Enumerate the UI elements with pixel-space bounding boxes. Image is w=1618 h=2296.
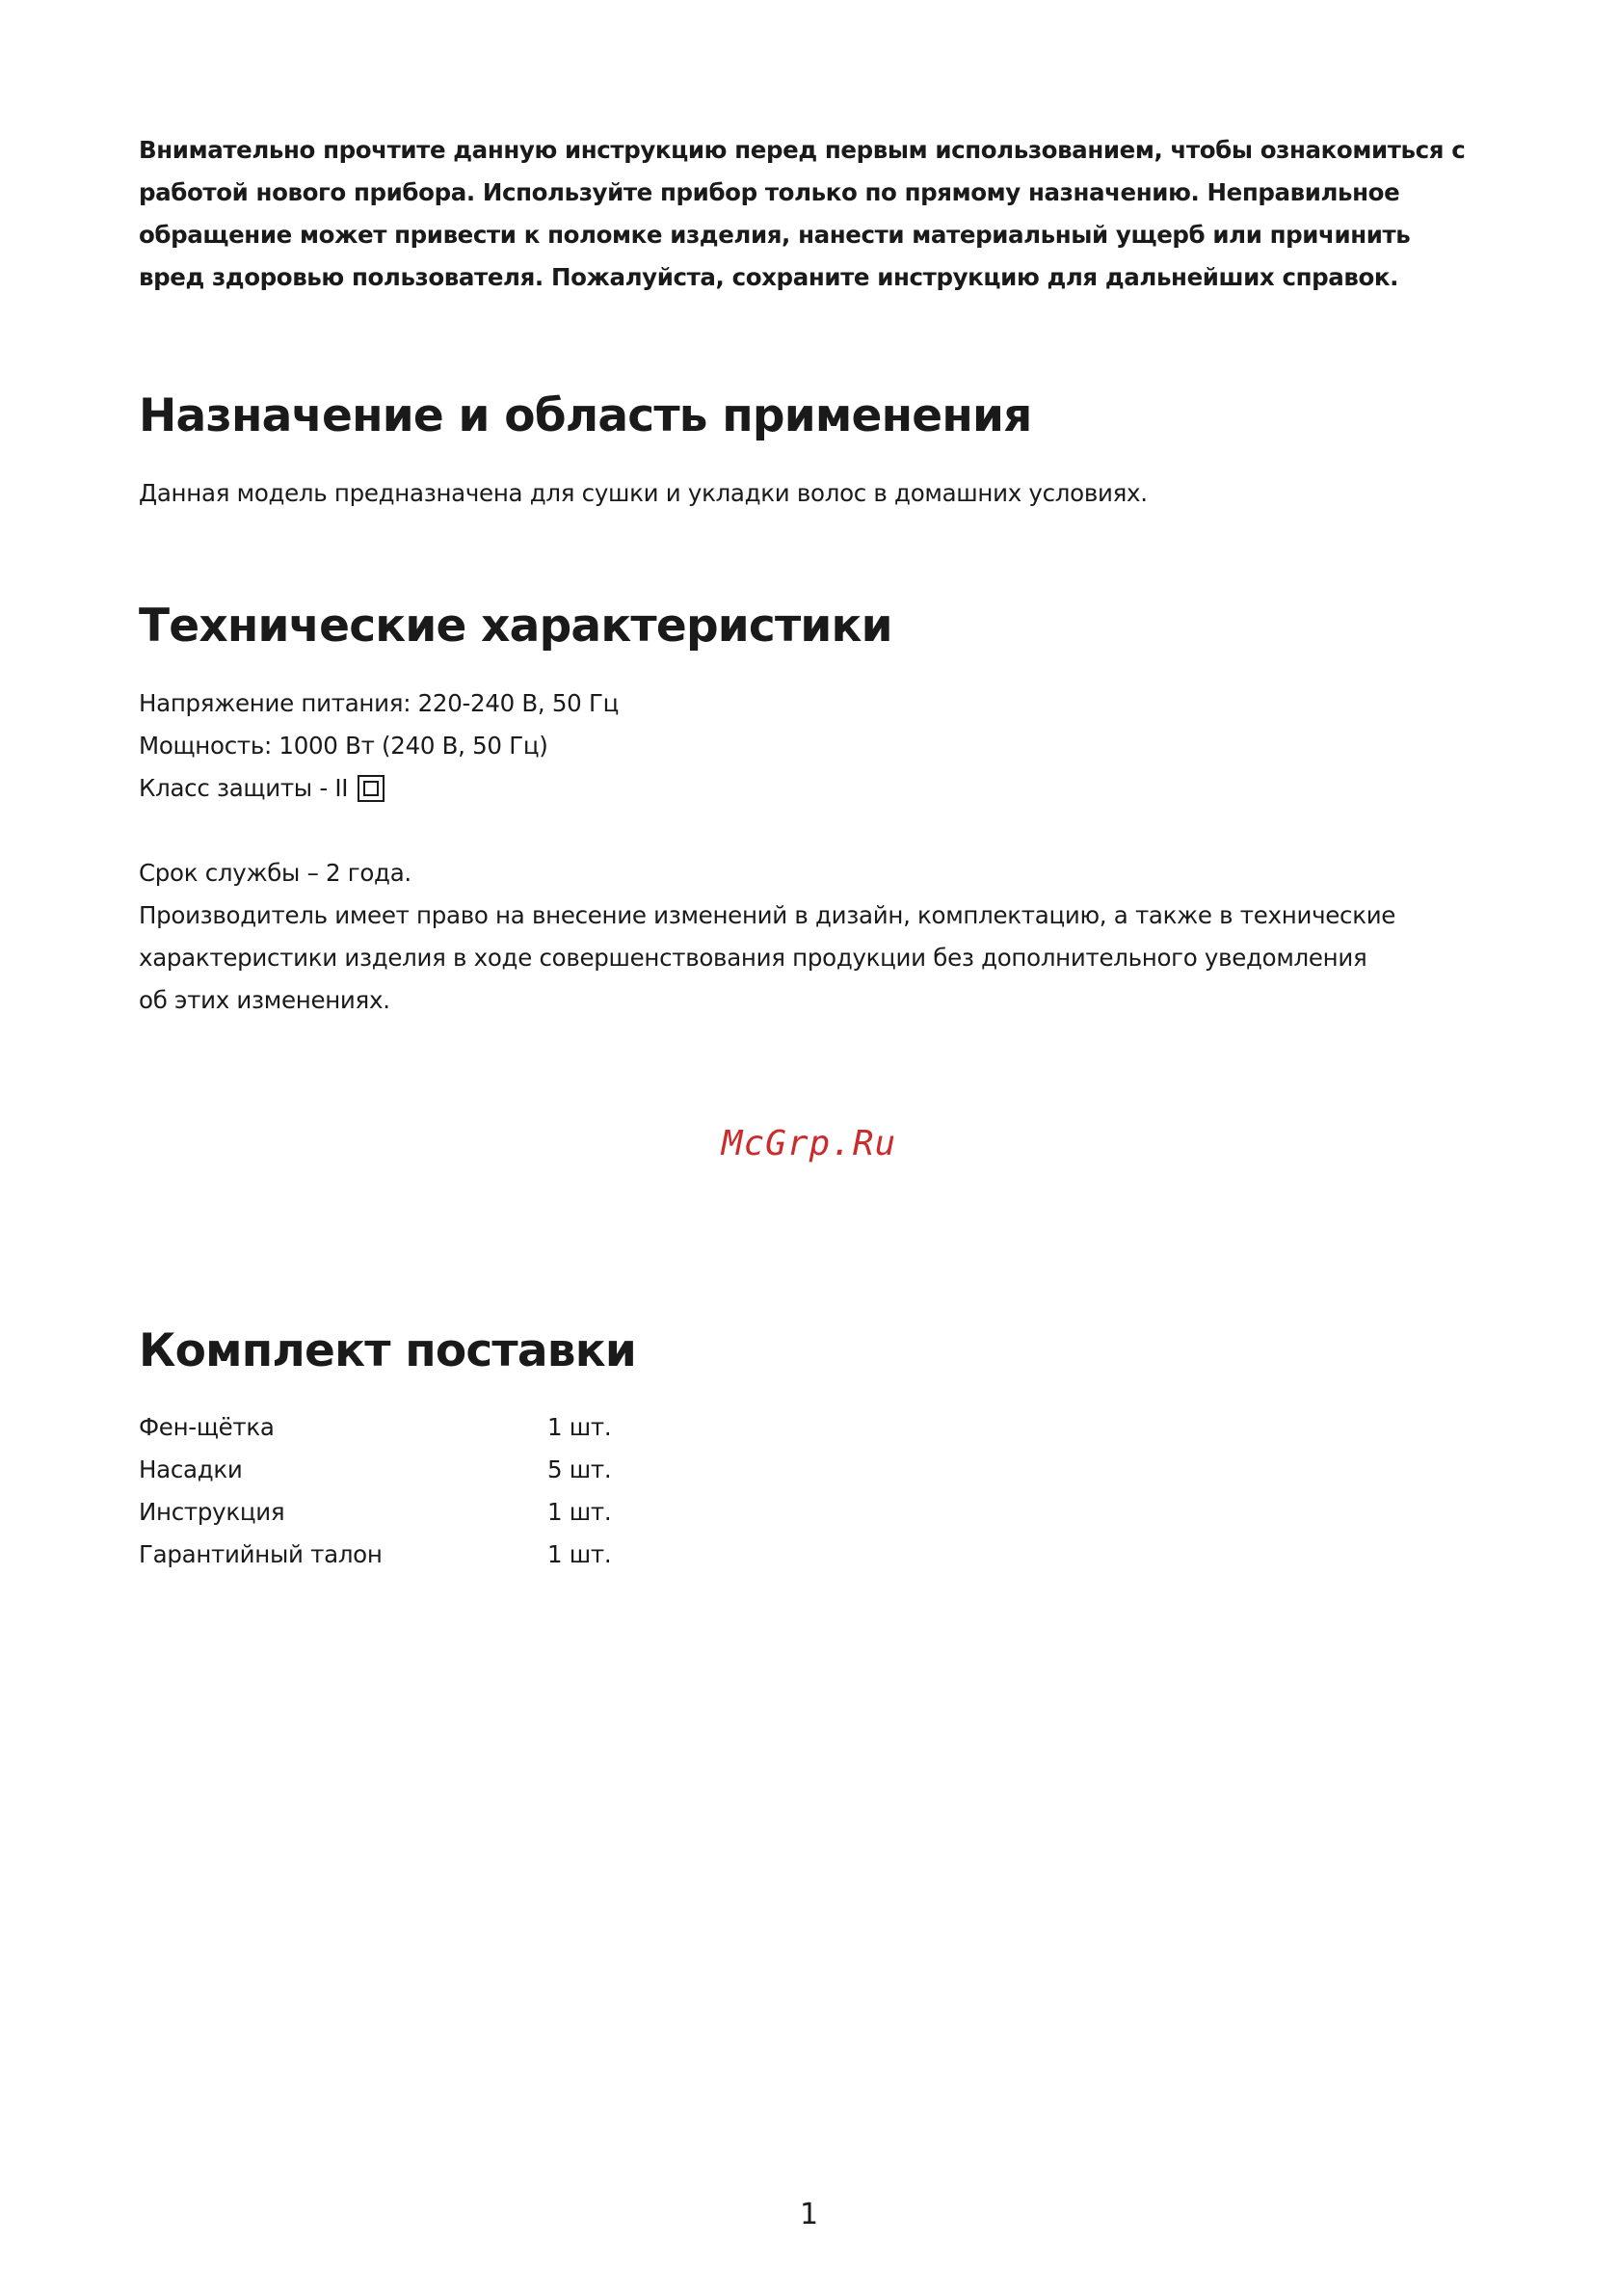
spec-protection-class: Класс защиты - II [139,774,349,802]
package-item-name: Фен-щётка [139,1413,275,1441]
package-item-name: Гарантийный талон [139,1540,383,1568]
page-content [139,129,1488,1022]
watermark-link[interactable]: McGrp.Ru [721,1124,897,1163]
package-item-qty: 5 шт. [547,1455,612,1483]
package-heading: Комплект поставки [139,1324,636,1377]
service-info [139,852,1488,1022]
intro-warning: Внимательно прочтите данную инструкцию перед первым использованием, чтобы ознакомиться с работой нового прибора. Используйте прибор только по прямому назначению. Неправильное обращение может привести к поломке изделия, нанести материальный ущерб или причинить вред здоровью пользователя. Пожалуйста, сохраните инструкцию для дальнейших справок. [139,136,1466,291]
double-square-class-ii-icon [358,775,385,802]
package-item-name: Насадки [139,1455,243,1483]
purpose-heading: Назначение и область применения [139,389,1032,442]
specs-list [139,682,1488,810]
package-row [139,1449,740,1491]
package-row [139,1491,740,1534]
package-item-qty: 1 шт. [547,1413,612,1441]
package-row [139,1406,740,1449]
spec-protection-class-line [139,767,1488,810]
package-item-qty: 1 шт. [547,1540,612,1568]
spec-power: Мощность: 1000 Вт (240 В, 50 Гц) [139,732,548,760]
service-life: Срок службы – 2 года. [139,859,411,887]
package-item-name: Инструкция [139,1498,285,1526]
page-number: 1 [799,2198,819,2231]
manufacturer-note-line-3: об этих изменениях. [139,986,390,1014]
package-row [139,1534,740,1576]
specs-heading: Технические характеристики [139,600,892,653]
purpose-text: Данная модель предназначена для сушки и укладки волос в домашних условиях. [139,479,1148,507]
manufacturer-note-line-1: Производитель имеет право на внесение изменений в дизайн, комплектацию, а также в технические [139,901,1396,929]
package-table [139,1406,740,1576]
spec-voltage: Напряжение питания: 220-240 В, 50 Гц [139,689,619,717]
package-item-qty: 1 шт. [547,1498,612,1526]
manufacturer-note-line-2: характеристики изделия в ходе совершенствования продукции без дополнительного уведомления [139,944,1367,972]
